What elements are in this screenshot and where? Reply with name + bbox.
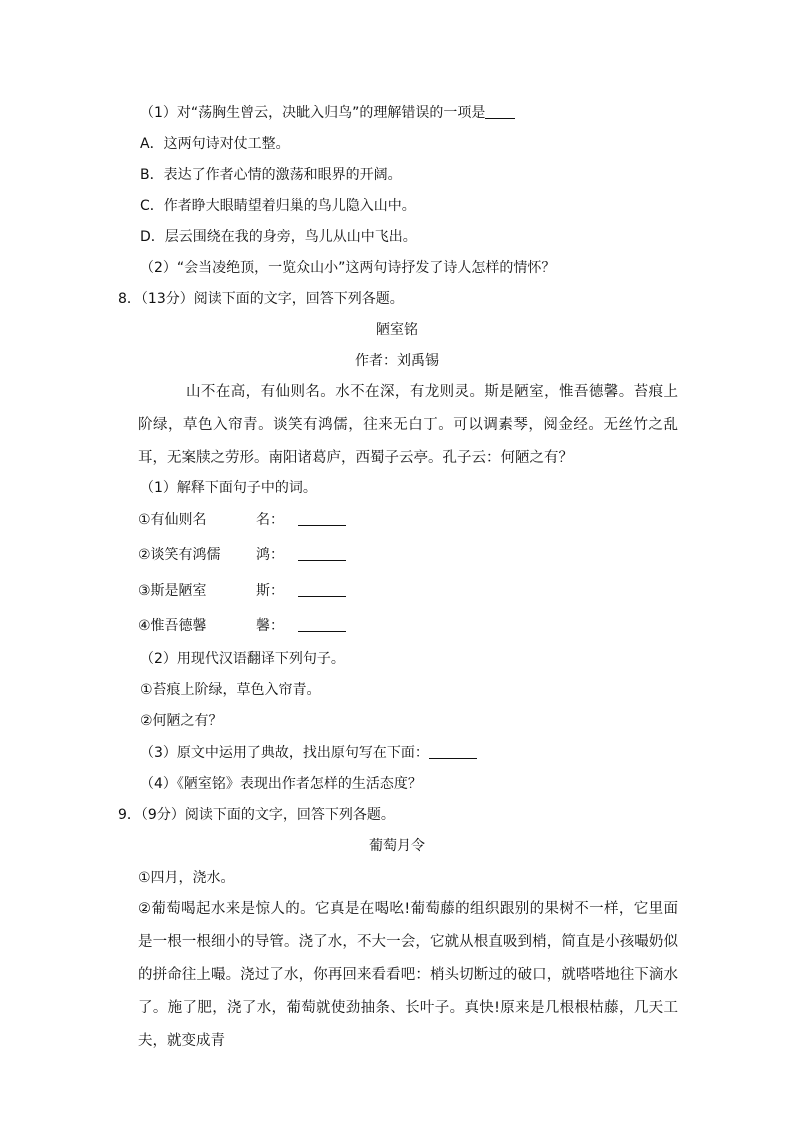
q8-passage-text: 山不在高，有仙则名。水不在深，有龙则灵。斯是陋室，惟吾德馨。苔痕上阶绿，草色入帘青。谈笑有鸿儒，往来无白丁。可以调素琴，阅金经。无丝竹之乱耳，无案牍之劳形。南阳诸葛庐，西蜀子云亭。孔子云：何陋之有？ — [138, 384, 678, 466]
q7-answer-blank[interactable] — [485, 104, 515, 119]
vocab-char: 名： — [256, 512, 284, 528]
q7-option-c: C．作者睁大眼睛望着归巢的鸟儿隐入山中。 — [140, 198, 416, 214]
vocab-phrase: ④惟吾德馨 — [138, 618, 207, 634]
q7-option-d: D．层云围绕在我的身旁，鸟儿从山中飞出。 — [140, 229, 417, 245]
vocab-phrase: ②谈笑有鸿儒 — [138, 547, 221, 563]
vocab-answer-blank[interactable] — [298, 546, 346, 561]
q8-vocab-item-4 — [138, 616, 346, 636]
q8-vocab-item-1 — [138, 510, 346, 530]
q7-sub2: （2）“会当凌绝顶，一览众山小”这两句诗抒发了诗人怎样的情怀？ — [140, 260, 556, 276]
vocab-phrase: ③斯是陋室 — [138, 583, 207, 599]
q7-sub1 — [140, 103, 515, 123]
q8-vocab-item-2 — [138, 545, 346, 565]
q8-passage-title: 陋室铭 — [376, 322, 418, 338]
q7-option-a: A．这两句诗对仗工整。 — [140, 136, 290, 152]
q8-sub3 — [140, 743, 477, 763]
q8-sub1: （1）解释下面句子中的词。 — [140, 480, 317, 496]
q8-translate-1: ①苔痕上阶绿，草色入帘青。 — [140, 682, 321, 698]
q9-passage-title: 葡萄月令 — [369, 838, 425, 854]
q9-heading: 9．（9分）阅读下面的文字，回答下列各题。 — [118, 807, 395, 823]
q8-passage — [138, 376, 678, 475]
q9-paragraph-1: ①四月，浇水。 — [138, 870, 235, 886]
q8-sub2: （2）用现代汉语翻译下列句子。 — [140, 651, 345, 667]
q8-author: 作者：刘禹锡 — [355, 353, 439, 369]
q8-sub3-answer-blank[interactable] — [429, 744, 477, 759]
vocab-answer-blank[interactable] — [298, 582, 346, 597]
vocab-answer-blank[interactable] — [298, 511, 346, 526]
q8-translate-2: ②何陋之有？ — [140, 713, 223, 729]
vocab-answer-blank[interactable] — [298, 617, 346, 632]
q8-sub4: （4）《陋室铭》表现出作者怎样的生活态度？ — [140, 776, 422, 792]
vocab-phrase: ①有仙则名 — [138, 512, 207, 528]
q7-option-b: B．表达了作者心情的激荡和眼界的开阔。 — [140, 167, 402, 183]
vocab-char: 馨： — [256, 618, 284, 634]
q8-heading: 8．（13分）阅读下面的文字，回答下列各题。 — [118, 291, 404, 307]
vocab-char: 鸿： — [256, 547, 284, 563]
q9-paragraph-2: ②葡萄喝起水来是惊人的。它真是在喝吆!葡萄藤的组织跟别的果树不一样，它里面是一根一根细小的导管。浇了水，不大一会，它就从根直吸到梢，简直是小孩嘬奶似的拼命往上嘬。浇过了水，你再回来看看吧：梢头切断过的破口，就嗒嗒地往下滴水了。施了肥，浇了水，葡萄就使劲抽条、长叶子。真快!原来是几根根枯藤，几天工夫，就变成青 — [138, 901, 678, 1049]
vocab-char: 斯： — [256, 583, 284, 599]
q7-sub1-text: （1）对“荡胸生曾云，决眦入归鸟”的理解错误的一项是 — [140, 105, 486, 121]
q8-vocab-item-3 — [138, 581, 346, 601]
q8-sub3-text: （3）原文中运用了典故，找出原句写在下面： — [140, 745, 429, 761]
